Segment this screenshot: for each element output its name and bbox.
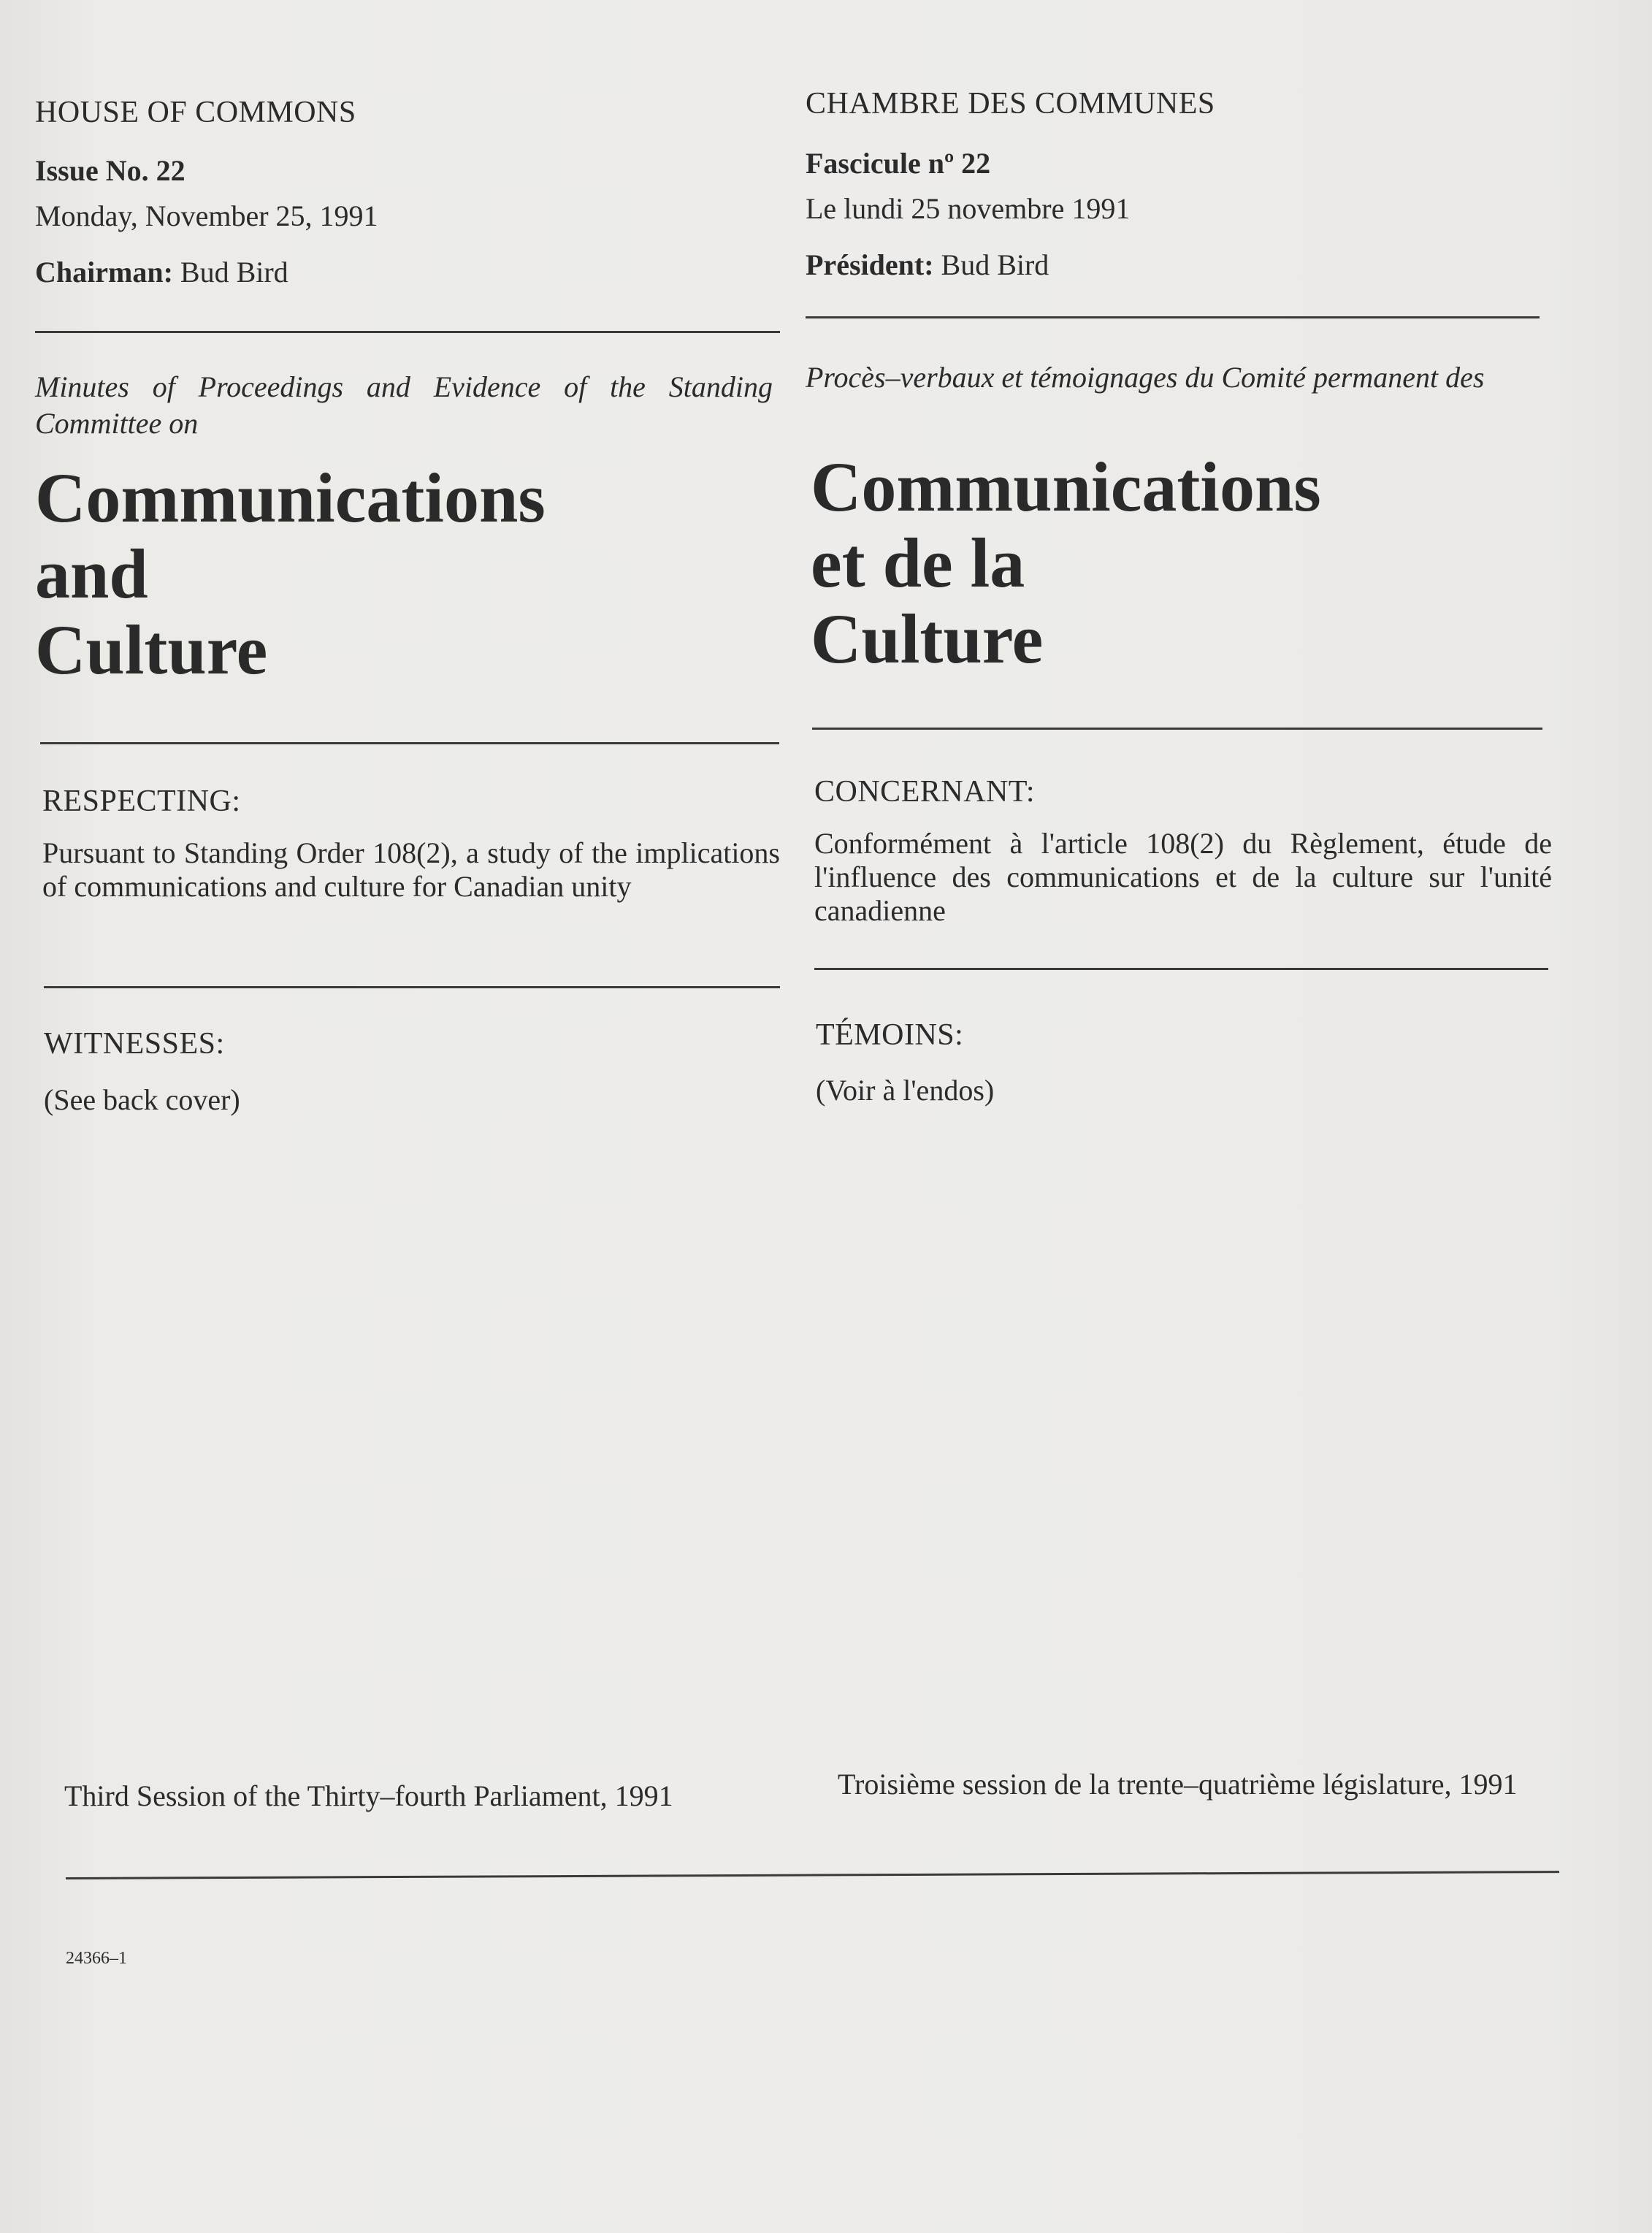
minutes-heading: Minutes of Proceedings and Evidence of the Standing Committee on <box>35 370 773 440</box>
right-header-rule <box>806 316 1540 318</box>
title-line: and <box>35 535 148 613</box>
title-line: Culture <box>811 600 1044 678</box>
left-title-rule <box>40 742 779 744</box>
meeting-date: Monday, November 25, 1991 <box>35 199 378 232</box>
witnesses-heading: WITNESSES: <box>44 1027 225 1061</box>
house-of-commons-heading: HOUSE OF COMMONS <box>35 96 356 129</box>
president-line <box>806 246 1049 284</box>
concernant-heading: CONCERNANT: <box>814 775 1036 809</box>
president-name: Bud Bird <box>941 248 1049 281</box>
left-header-rule <box>35 331 780 333</box>
chairman-label: Chairman: <box>35 256 173 289</box>
fascicule-number: Fascicule nº 22 <box>806 147 991 180</box>
temoins-heading: TÉMOINS: <box>816 1018 964 1052</box>
bottom-rule <box>66 1871 1559 1879</box>
chambre-des-communes-heading: CHAMBRE DES COMMUNES <box>806 87 1215 121</box>
proces-verbaux-heading: Procès–verbaux et témoignages du Comité permanent des <box>806 361 1485 394</box>
title-line: Culture <box>35 611 268 689</box>
print-code: 24366–1 <box>66 1949 127 1968</box>
committee-title-fr <box>811 449 1541 677</box>
session-text-fr: Troisième session de la trente–quatrième législature, 1991 <box>838 1768 1518 1801</box>
temoins-text: (Voir à l'endos) <box>816 1074 995 1107</box>
right-concernant-rule <box>814 968 1548 970</box>
chairman-line <box>35 253 288 291</box>
left-respecting-rule <box>44 986 780 988</box>
committee-title-en <box>35 460 765 688</box>
right-title-rule <box>812 728 1542 730</box>
meeting-date-fr: Le lundi 25 novembre 1991 <box>806 192 1131 225</box>
respecting-heading: RESPECTING: <box>42 785 241 818</box>
respecting-text: Pursuant to Standing Order 108(2), a study of the implications of communications and culture for Canadian unity <box>42 836 780 903</box>
chairman-name: Bud Bird <box>180 256 288 289</box>
title-line: et de la <box>811 524 1025 602</box>
concernant-text: Conformément à l'article 108(2) du Règlement, étude de l'influence des communications et de la culture sur l'unité canadienne <box>814 827 1552 927</box>
session-text: Third Session of the Thirty–fourth Parliament, 1991 <box>64 1779 673 1812</box>
issue-number: Issue No. 22 <box>35 154 186 187</box>
title-line: Communications <box>35 459 546 537</box>
president-label: Président: <box>806 248 934 281</box>
title-line: Communications <box>811 448 1321 526</box>
witnesses-text: (See back cover) <box>44 1083 240 1116</box>
